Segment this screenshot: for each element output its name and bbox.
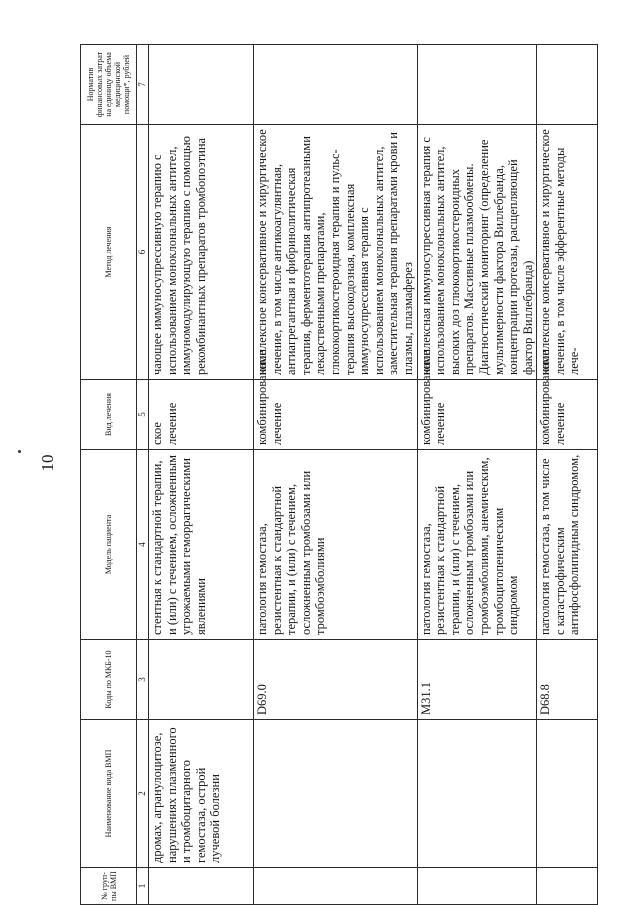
header-vmp-name: Наименование вида ВМП xyxy=(81,720,137,868)
table-row xyxy=(149,45,254,905)
column-number: 6 xyxy=(137,125,149,380)
vmp-table xyxy=(80,44,598,905)
vmp-name-cell xyxy=(254,720,418,868)
page-number: 10 xyxy=(38,454,57,472)
group-cell xyxy=(254,868,418,905)
group-cell xyxy=(149,868,254,905)
group-cell xyxy=(417,868,537,905)
column-number: 7 xyxy=(137,45,149,125)
header-treatment-type: Вид лечения xyxy=(81,380,137,450)
treatment-type-cell: комбинированное лечение xyxy=(537,380,598,450)
table-header-row xyxy=(81,45,137,905)
treatment-type-cell: комбинированное лечение xyxy=(254,380,418,450)
treatment-method-cell: чающее иммуносупрессивную терапию с использованием моноклональных антител, иммуномодулирующую терапию с помощью рекомбинантных препаратов тромбопоэтина xyxy=(149,125,254,380)
column-number: 3 xyxy=(137,640,149,720)
column-number: 2 xyxy=(137,720,149,868)
cost-norm-cell xyxy=(417,45,537,125)
patient-model-cell: патология гемостаза, резистентная к стандартной терапии, и (или) с течением, осложненным тромбозами или тромбоэмболиями, анемическим, тромбоцитопеническим синдромом xyxy=(417,450,537,640)
header-cost-norm: Норматив финансовых затрат на единицу объема медицинской помощи*, рублей xyxy=(81,45,137,125)
rotated-table-container xyxy=(80,45,620,905)
table-row xyxy=(254,45,418,905)
treatment-method-cell: комплексная иммуносупрессивная терапия с использованием моноклональных антител, высоких доз глюкокортикостероидных препаратов. Массивные плазмообмены. Диагностический мониторинг (определение мультимерности фактора Виллебранда, концентрации протеазы, расщепляющей фактор Виллебранда) xyxy=(417,125,537,380)
icd-code-cell: M31.1 xyxy=(417,640,537,720)
icd-code-cell: D69.0 xyxy=(254,640,418,720)
treatment-method-cell: комплексное консервативное и хирургическое лечение, в том числе эфферентные методы лече- xyxy=(537,125,598,380)
header-treatment-method: Метод лечения xyxy=(81,125,137,380)
vmp-name-cell: дромах, агранулоцитозе, нарушениях плазменного и тромбоцитарного гемостаза, острой лучевой болезни xyxy=(149,720,254,868)
icd-code-cell: D68.8 xyxy=(537,640,598,720)
column-number-row xyxy=(137,45,149,905)
scan-speck xyxy=(18,450,21,453)
vmp-name-cell xyxy=(417,720,537,868)
column-number: 4 xyxy=(137,450,149,640)
cost-norm-cell xyxy=(149,45,254,125)
table-row xyxy=(537,45,598,905)
patient-model-cell: патология гемостаза, резистентная к стандартной терапии, и (или) с течением, осложненным тромбозами или тромбоэмболиями xyxy=(254,450,418,640)
group-cell xyxy=(537,868,598,905)
treatment-type-cell: ское лечение xyxy=(149,380,254,450)
icd-code-cell xyxy=(149,640,254,720)
column-number: 5 xyxy=(137,380,149,450)
patient-model-cell: стентная к стандартной терапии, и (или) с течением, осложненным угрожаемыми геморрагическими явлениями xyxy=(149,450,254,640)
header-patient-model: Модель пациента xyxy=(81,450,137,640)
patient-model-cell: патология гемостаза, в том числе с катастрофическим антифосфолипидным синдромом, xyxy=(537,450,598,640)
table-row xyxy=(417,45,537,905)
header-icd-codes: Коды по МКБ-10 xyxy=(81,640,137,720)
cost-norm-cell xyxy=(537,45,598,125)
header-group-number: № груп-пы ВМП xyxy=(81,868,137,905)
vmp-name-cell xyxy=(537,720,598,868)
cost-norm-cell xyxy=(254,45,418,125)
treatment-method-cell: комплексное консервативное и хирургическое лечение, в том числе антикоагулянтная, антиагрегантная и фибринолитическая терапия, ферментотерапия антипротеазными лекарственными препаратами, глюкокортикостероидная терапия и пульс-терапия высокодозная, комплексная иммуносупрессивная терапия с использованием моноклональных антител, заместительная терапия препаратами крови и плазмы, плазмаферез xyxy=(254,125,418,380)
column-number: 1 xyxy=(137,868,149,905)
treatment-type-cell: комбинированное лечение xyxy=(417,380,537,450)
